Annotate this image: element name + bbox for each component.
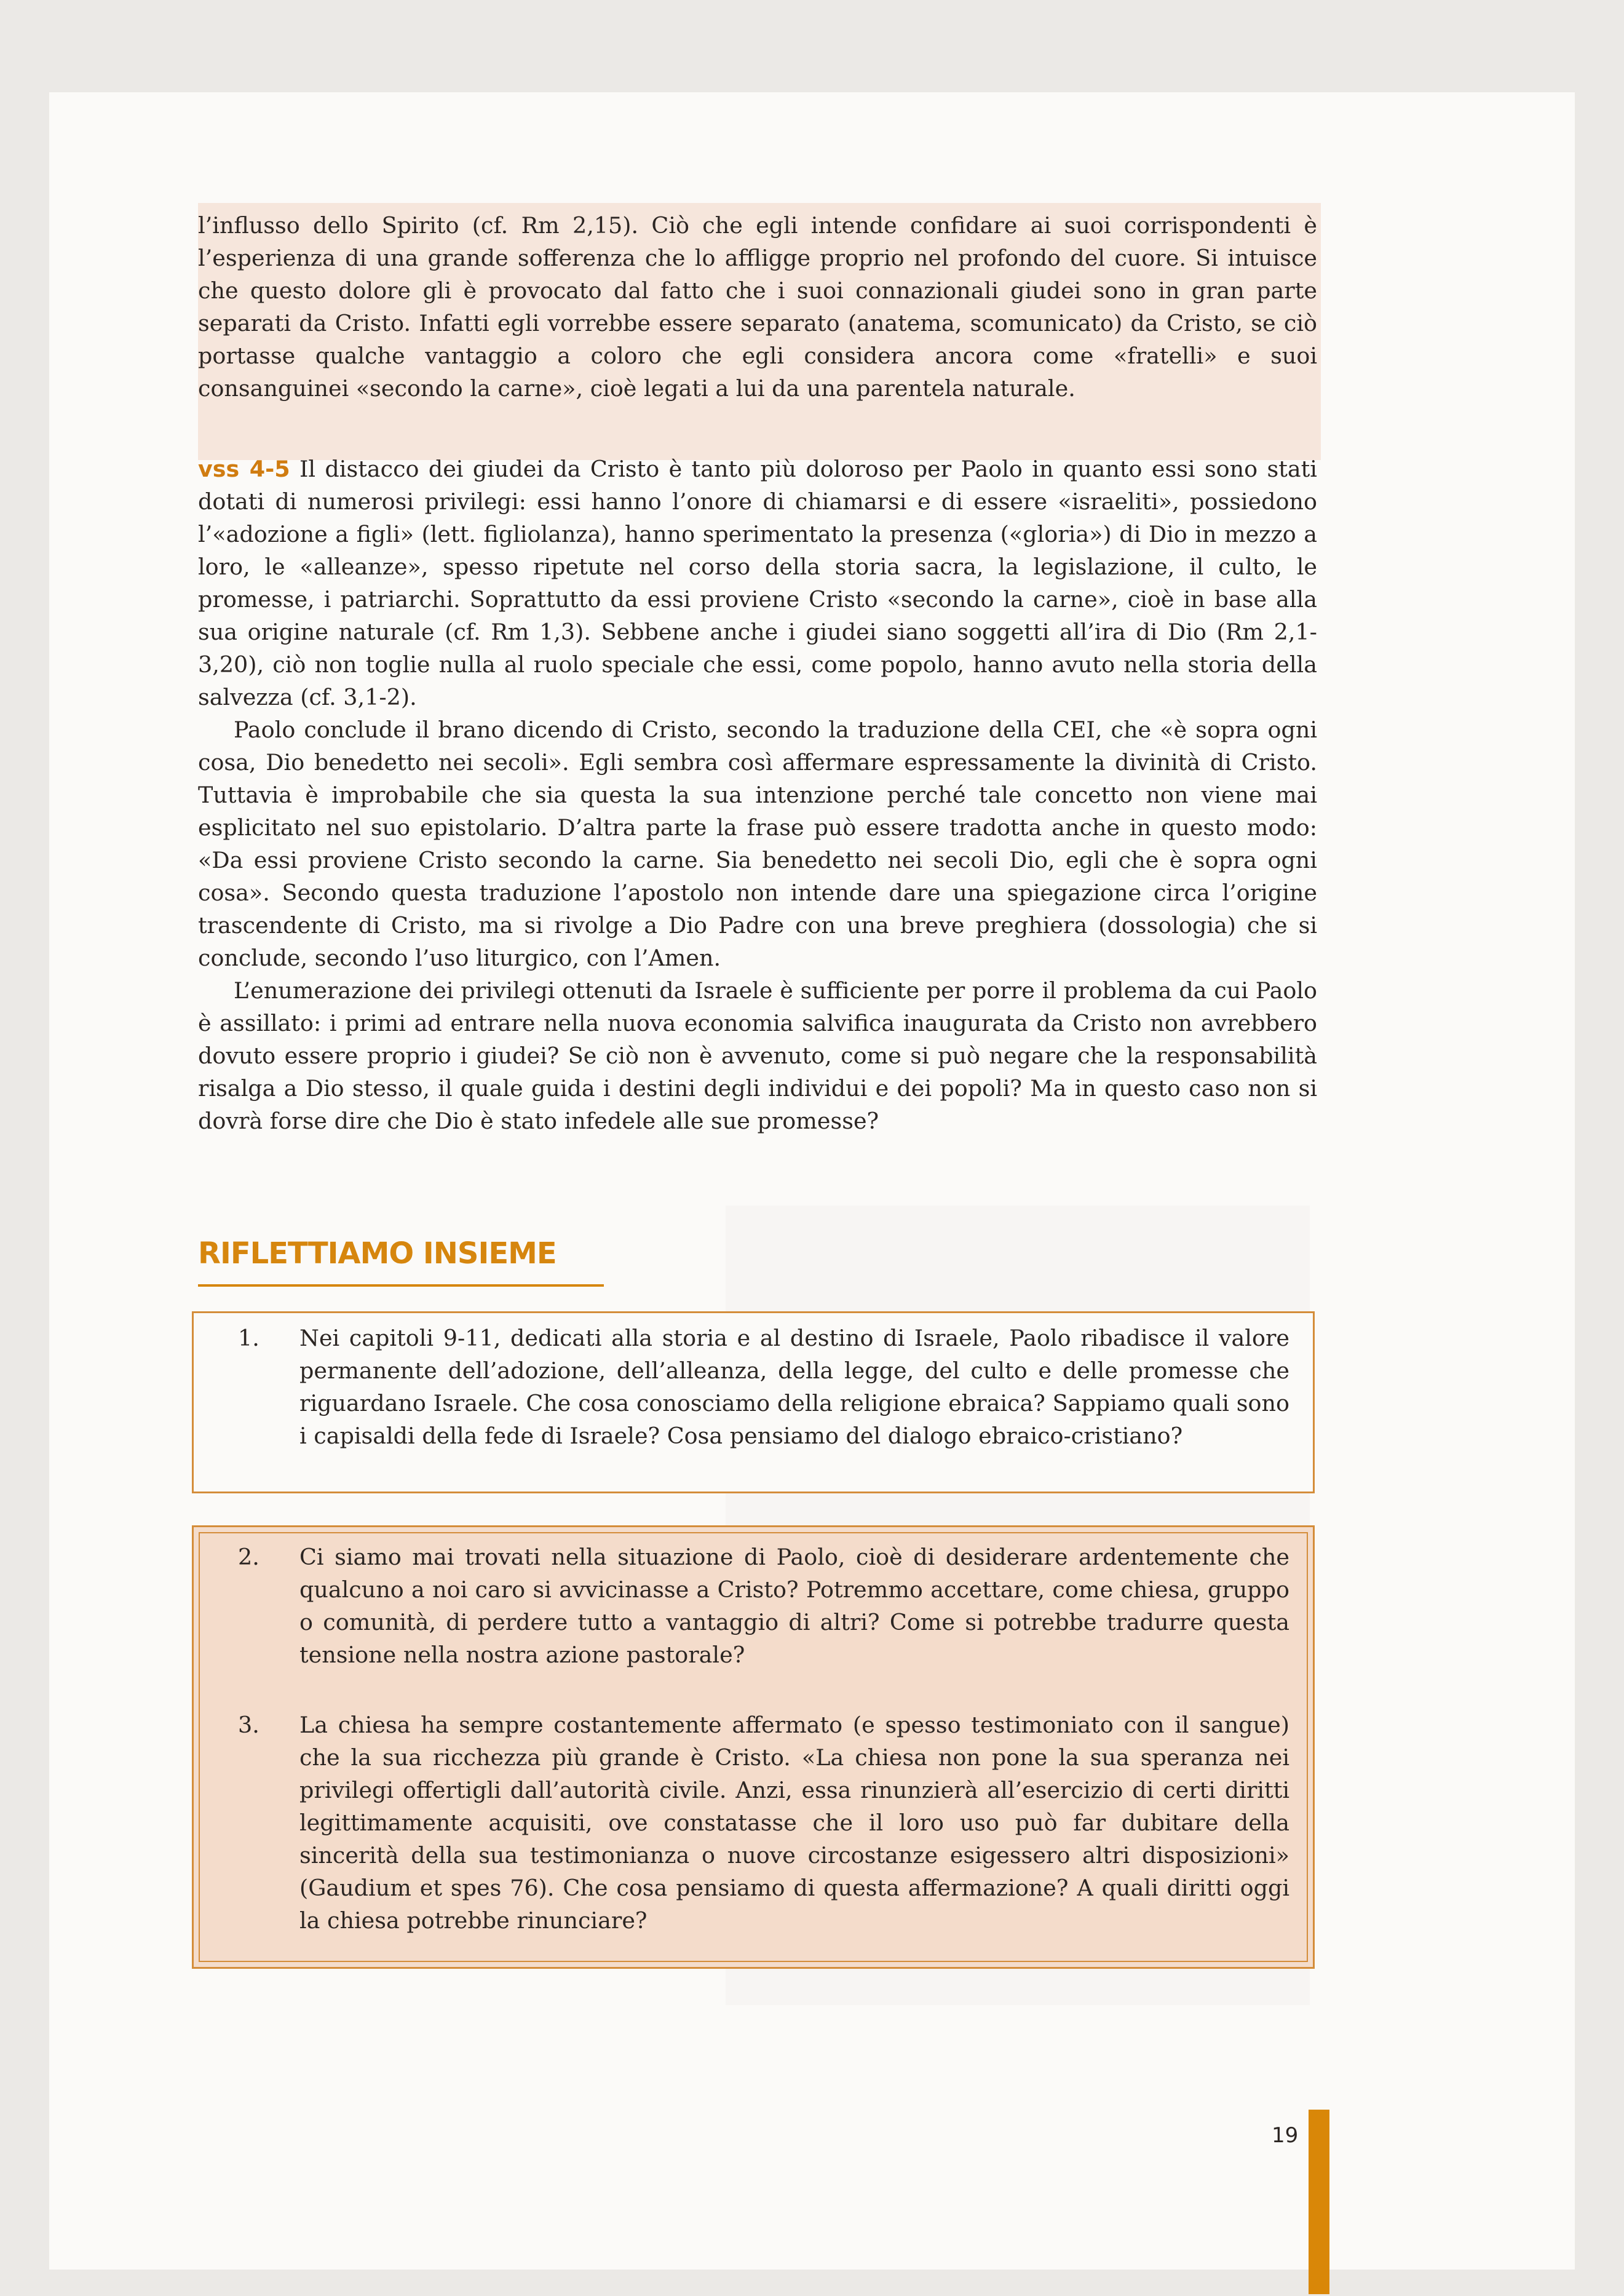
question-item: [238, 1541, 1289, 1671]
body-text-main: [198, 453, 1317, 1137]
question-text: La chiesa ha sempre costantemente affermato (e spesso testimoniato con il sangue) che la sua ricchezza più grande è Cristo. «La chiesa non pone la sua speranza nei privilegi offertigli dall’autorità civile. Anzi, essa rinunzierà all’esercizio di certi diritti legittimamente acquisiti, ove constatasse che il loro uso può far dubitare della sincerità della sua testimonianza o nuove circostanze esigessero altri disposizioni» (Gaudium et spes 76). Che cosa pensiamo di questa affermazione? A quali diritti oggi la chiesa potrebbe rinunciare?: [299, 1712, 1289, 1934]
page-edge-bar: [1309, 2110, 1329, 2294]
question-number: 1.: [238, 1325, 259, 1351]
question-number: 3.: [238, 1712, 259, 1738]
paragraph-intro: l’influsso dello Spirito (cf. Rm 2,15). Ciò che egli intende confidare ai suoi corrispondenti è l’esperienza di una grande sofferenza che lo affligge proprio nel profondo del cuore. Si intuisce che questo dolore gli è provocato dal fatto che i suoi connazionali giudei sono in gran parte separati da Cristo. Infatti egli vorrebbe essere separato (anatema, scomunicato) da Cristo, se ciò portasse qualche vantaggio a coloro che egli considera ancora come «fratelli» e suoi consanguinei «secondo la carne», cioè legati a lui da una parentela naturale.: [198, 212, 1317, 402]
section-heading: RIFLETTIAMO INSIEME: [198, 1236, 557, 1271]
paragraph-privileges: L’enumerazione dei privilegi ottenuti da Israele è sufficiente per porre il problema da cui Paolo è assillato: i primi ad entrare nella nuova economia salvifica inaugurata da Cristo non avrebbero dovuto essere proprio i giudei? Se ciò non è avvenuto, come si può negare che la responsabilità risalga a Dio stesso, il quale guida i destini degli individui e dei popoli? Ma in questo caso non si dovrà forse dire che Dio è stato infedele alle sue promesse?: [198, 977, 1317, 1134]
paragraph-vss-text: Il distacco dei giudei da Cristo è tanto più doloroso per Paolo in quanto essi sono stati dotati di numerosi privilegi: essi hanno l’onore di chiamarsi e di essere «israeliti», possiedono l’«adozione a figli» (lett. figliolanza), hanno sperimentato la presenza («gloria») di Dio in mezzo a loro, le «alleanze», spesso ripetute nel corso della storia sacra, la legislazione, il culto, le promesse, i patriarchi. Soprattutto da essi proviene Cristo «secondo la carne», cioè in base alla sua origine naturale (cf. Rm 1,3). Sebbene anche i giudei siano soggetti all’ira di Dio (Rm 2,1-3,20), ciò non toglie nulla al ruolo speciale che essi, come popolo, hanno avuto nella storia della salvezza (cf. 3,1-2).: [198, 456, 1317, 710]
question-item: [238, 1322, 1289, 1452]
page-number: 19: [1272, 2123, 1299, 2148]
body-text: [198, 209, 1317, 405]
paragraph-vss-4-5: [198, 453, 1317, 713]
heading-underline: [198, 1284, 604, 1287]
verse-label: vss 4-5: [198, 456, 290, 482]
question-box-2: [192, 1525, 1315, 1969]
question-text: Nei capitoli 9-11, dedicati alla storia e al destino di Israele, Paolo ribadisce il valore permanente dell’adozione, dell’alleanza, della legge, del culto e delle promesse che riguardano Israele. Che cosa conosciamo della religione ebraica? Sappiamo quali sono i capisaldi della fede di Israele? Cosa pensiamo del dialogo ebraico-cristiano?: [299, 1325, 1289, 1449]
question-number: 2.: [238, 1544, 259, 1570]
paragraph-conclusion: Paolo conclude il brano dicendo di Cristo, secondo la traduzione della CEI, che «è sopra ogni cosa, Dio benedetto nei secoli». Egli sembra così affermare espressamente la divinità di Cristo. Tuttavia è improbabile che sia questa la sua intenzione perché tale concetto non viene mai esplicitato nel suo epistolario. D’altra parte la frase può essere tradotta anche in questo modo: «Da essi proviene Cristo secondo la carne. Sia benedetto nei secoli Dio, egli che è sopra ogni cosa». Secondo questa traduzione l’apostolo non intende dare una spiegazione circa l’origine trascendente di Cristo, ma si rivolge a Dio Padre con una breve preghiera (dossologia) che si conclude, secondo l’uso liturgico, con l’Amen.: [198, 717, 1317, 971]
question-text: Ci siamo mai trovati nella situazione di Paolo, cioè di desiderare ardentemente che qualcuno a noi caro si avvicinasse a Cristo? Potremmo accettare, come chiesa, gruppo o comunità, di perdere tutto a vantaggio di altri? Come si potrebbe tradurre questa tensione nella nostra azione pastorale?: [299, 1544, 1289, 1668]
question-item: [238, 1709, 1289, 1937]
question-box-1: [192, 1311, 1315, 1493]
